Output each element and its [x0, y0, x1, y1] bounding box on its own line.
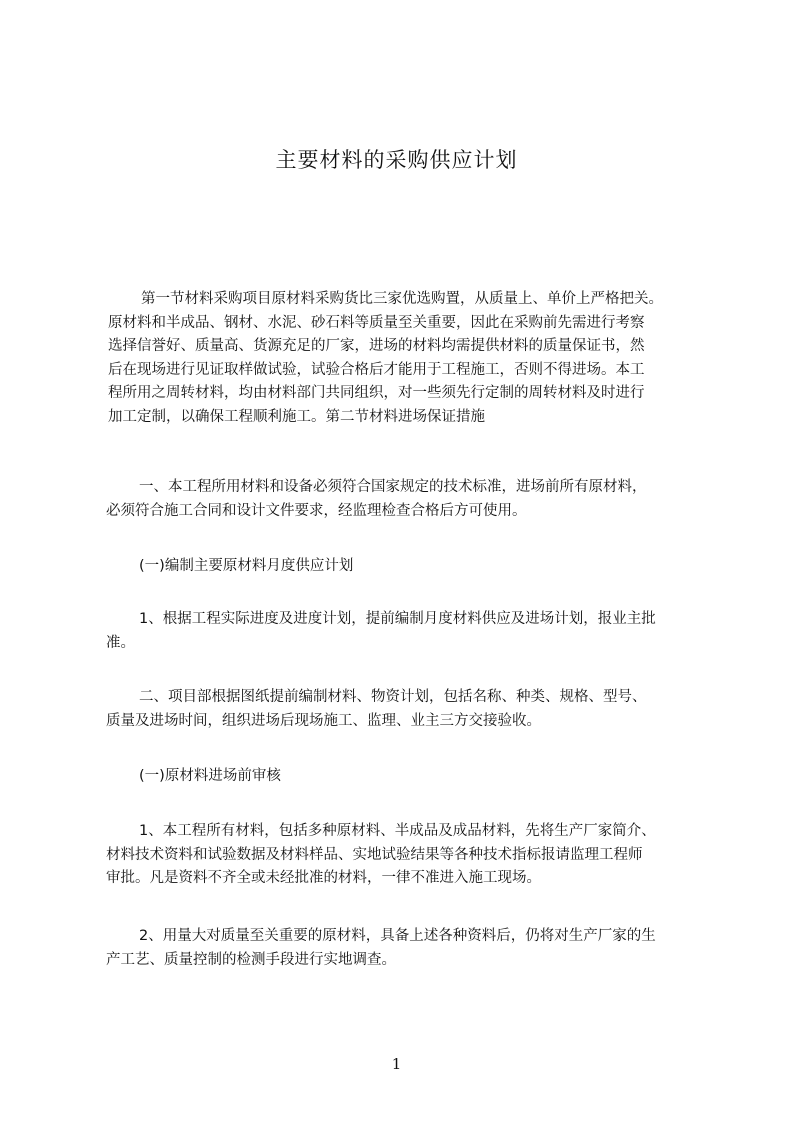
paragraph-line: 材料技术资料和试验数据及材料样品、实地试验结果等各种技术指标报请监理工程师 [106, 846, 643, 863]
paragraph-1 [108, 288, 663, 429]
page-number: 1 [391, 1055, 402, 1073]
paragraph-line: 1、本工程所有材料，包括多种原材料、半成品及成品材料，先将生产厂家简介、 [139, 823, 656, 839]
paragraph-line: 2、用量大对质量至关重要的原材料，具备上述各种资料后，仍将对生产厂家的生 [139, 928, 656, 944]
paragraph-line: 第一节材料采购项目原材料采购货比三家优选购置，从质量上、单价上严格把关。 [141, 291, 663, 307]
paragraph-4 [106, 608, 656, 655]
paragraph-line: 必须符合施工合同和设计文件要求，经监理检查合格后方可使用。 [106, 502, 527, 519]
section-heading-2 [139, 765, 281, 789]
paragraph-line: 二、项目部根据图纸提前编制材料、物资计划，包括名称、种类、规格、型号、 [139, 689, 647, 705]
paragraph-line: 原材料和半成品、钢材、水泥、砂石料等质量至关重要，因此在采购前先需进行考察 [108, 314, 645, 331]
paragraph-line: 后在现场进行见证取样做试验，试验合格后才能用于工程施工，否则不得进场。本工 [108, 361, 645, 378]
paragraph-2 [106, 476, 647, 523]
paragraph-line: 质量及进场时间，组织进场后现场施工、监理、业主三方交接验收。 [106, 712, 541, 729]
section-heading-1 [139, 555, 353, 579]
paragraph-line: 程所用之周转材料，均由材料部门共同组织，对一些须先行定制的周转材料及时进行 [108, 385, 645, 401]
paragraph-line: 1、根据工程实际进度及进度计划，提前编制月度材料供应及进场计划，报业主批 [139, 611, 656, 627]
paragraph-5 [106, 686, 647, 733]
paragraph-line: 准。 [106, 634, 135, 651]
paragraph-line: 审批。凡是资料不齐全或未经批准的材料，一律不准进入施工现场。 [106, 870, 541, 886]
paragraph-line: (一)原材料进场前审核 [139, 768, 281, 784]
paragraph-8 [106, 925, 656, 972]
paragraph-line: 选择信誉好、质量高、货源充足的厂家，进场的材料均需提供材料的质量保证书，然 [108, 338, 645, 354]
paragraph-7 [106, 820, 656, 891]
document-title: 主要材料的采购供应计划 [275, 148, 518, 172]
paragraph-line: 加工定制，以确保工程顺利施工。第二节材料进场保证措施 [108, 408, 485, 425]
paragraph-line: 一、本工程所用材料和设备必须符合国家规定的技术标准，进场前所有原材料， [139, 479, 647, 495]
paragraph-line: 产工艺、质量控制的检测手段进行实地调查。 [106, 951, 396, 968]
paragraph-line: (一)编制主要原材料月度供应计划 [139, 558, 354, 574]
